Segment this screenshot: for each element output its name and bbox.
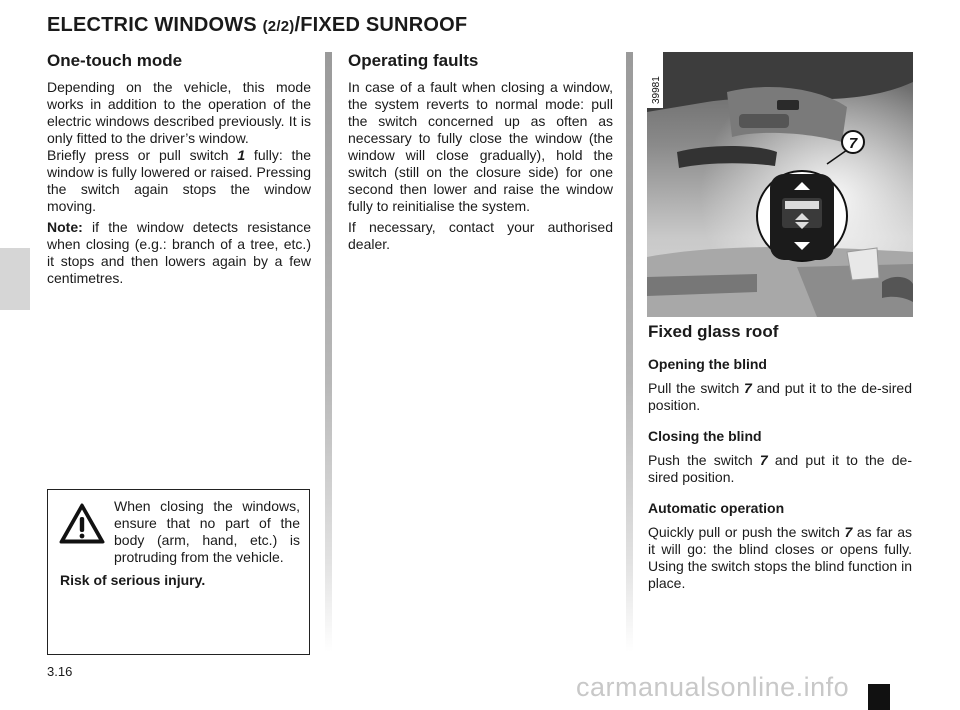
one-touch-paragraph: Depending on the vehicle, this mode works in addition to the operation of the electric windows described previously. It is only fitted to the driver’s window. Briefly press or pull switch 1 fully: the window is fully lowered or raised. Pressing the switch again stops the window moving. bbox=[47, 79, 311, 214]
automatic-operation-title: Automatic operation bbox=[648, 500, 785, 516]
title-main: ELECTRIC WINDOWS bbox=[47, 14, 263, 36]
one-touch-heading: One-touch mode bbox=[47, 51, 183, 70]
column-divider bbox=[626, 52, 633, 652]
column-divider bbox=[325, 52, 332, 652]
operating-faults-paragraph: In case of a fault when closing a window, the system reverts to normal mode: pull the switch concerned up as often as necessary to fully close the window (the window will close gradually), hold the switch (still on the closure side) for one second then lower and raise the window fully to reinitialise the system. bbox=[348, 79, 613, 214]
callout-label: 7 bbox=[848, 135, 858, 152]
corner-mark bbox=[868, 684, 890, 710]
opening-blind-text: Pull the switch 7 and put it to the de-sired position. bbox=[648, 380, 913, 413]
note-paragraph: Note: if the window detects resistance when closing (e.g.: branch of a tree, etc.) it stops and then lowers again by a few centimetres. bbox=[47, 219, 311, 286]
warning-box bbox=[47, 489, 310, 655]
chapter-tab bbox=[0, 248, 30, 310]
watermark: carmanualsonline.info bbox=[576, 672, 850, 702]
automatic-operation-text: Quickly pull or push the switch 7 as far as it will go: the blind closes or opens fully. Using the switch stops the blind function in place. bbox=[648, 524, 912, 591]
warning-triangle-icon bbox=[58, 502, 106, 546]
fixed-glass-roof-heading: Fixed glass roof bbox=[648, 322, 779, 341]
page-number: 3.16 bbox=[47, 664, 73, 679]
roof-switch-photo bbox=[647, 52, 913, 317]
warning-text: When closing the windows, ensure that no part of the body (arm, hand, etc.) is protruding from the vehicle. bbox=[114, 498, 300, 565]
closing-blind-title: Closing the blind bbox=[648, 428, 762, 444]
title-part: (2/2) bbox=[262, 18, 295, 35]
page-title bbox=[47, 14, 467, 37]
warning-risk: Risk of serious injury. bbox=[60, 572, 206, 588]
title-rest: /FIXED SUNROOF bbox=[294, 14, 468, 36]
photo-reference: 39981 bbox=[651, 76, 662, 104]
closing-blind-text: Push the switch 7 and put it to the de-sired position. bbox=[648, 452, 913, 485]
operating-faults-heading: Operating faults bbox=[348, 51, 479, 70]
contact-dealer-paragraph: If necessary, contact your authorised dealer. bbox=[348, 219, 613, 252]
opening-blind-title: Opening the blind bbox=[648, 356, 767, 372]
